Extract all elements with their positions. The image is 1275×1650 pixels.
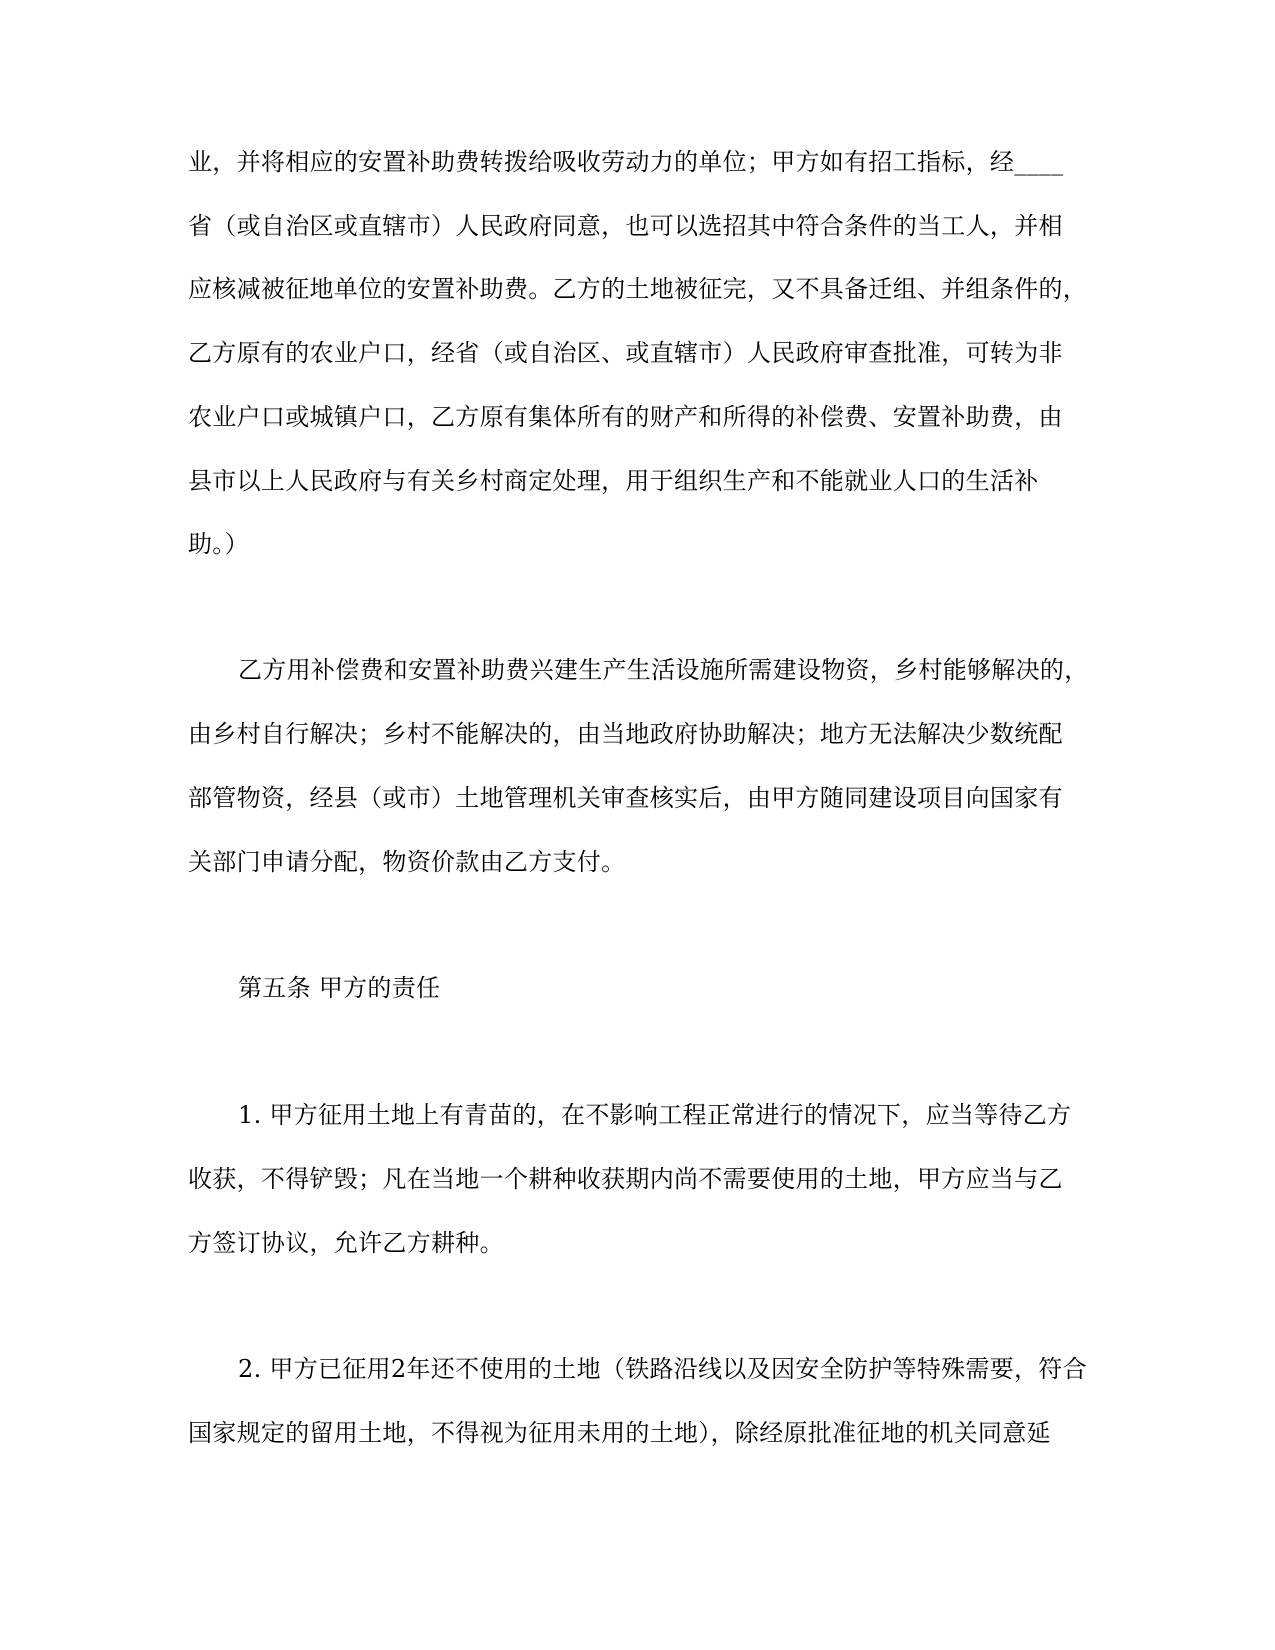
text-line: 业，并将相应的安置补助费转拨给吸收劳动力的单位；甲方如有招工指标，经____ <box>188 148 1064 176</box>
text-line: 由乡村自行解决；乡村不能解决的，由当地政府协助解决；地方无法解决少数统配 <box>188 720 1063 748</box>
text-line: 国家规定的留用土地，不得视为征用未用的土地），除经原批准征地的机关同意延 <box>188 1419 1051 1447</box>
text-line: 省（或自治区或直辖市）人民政府同意，也可以选招其中符合条件的当工人，并相 <box>188 212 1063 240</box>
text-line: 农业户口或城镇户口，乙方原有集体所有的财产和所得的补偿费、安置补助费，由 <box>188 403 1063 431</box>
text-line: 乙方用补偿费和安置补助费兴建生产生活设施所需建设物资，乡村能够解决的， <box>238 656 1089 684</box>
text-line: 乙方原有的农业户口，经省（或自治区、或直辖市）人民政府审查批准，可转为非 <box>188 339 1063 367</box>
article-heading: 第五条 甲方的责任 <box>238 974 441 1002</box>
text-line: 2. 甲方已征用2年还不使用的土地（铁路沿线以及因安全防护等特殊需要，符合 <box>238 1355 1087 1383</box>
text-line: 关部门申请分配，物资价款由乙方支付。 <box>188 848 626 876</box>
text-line: 1. 甲方征用土地上有青苗的，在不影响工程正常进行的情况下，应当等待乙方 <box>238 1101 1072 1129</box>
text-line: 收获，不得铲毁；凡在当地一个耕种收获期内尚不需要使用的土地，甲方应当与乙 <box>188 1165 1063 1193</box>
text-line: 县市以上人民政府与有关乡村商定处理，用于组织生产和不能就业人口的生活补 <box>188 467 1039 495</box>
text-line: 部管物资，经县（或市）土地管理机关审查核实后，由甲方随同建设项目向国家有 <box>188 784 1063 812</box>
text-line: 助。） <box>188 530 249 558</box>
text-line: 方签订协议，允许乙方耕种。 <box>188 1229 504 1257</box>
text-line: 应核减被征地单位的安置补助费。乙方的土地被征完，又不具备迁组、并组条件的， <box>188 275 1088 303</box>
